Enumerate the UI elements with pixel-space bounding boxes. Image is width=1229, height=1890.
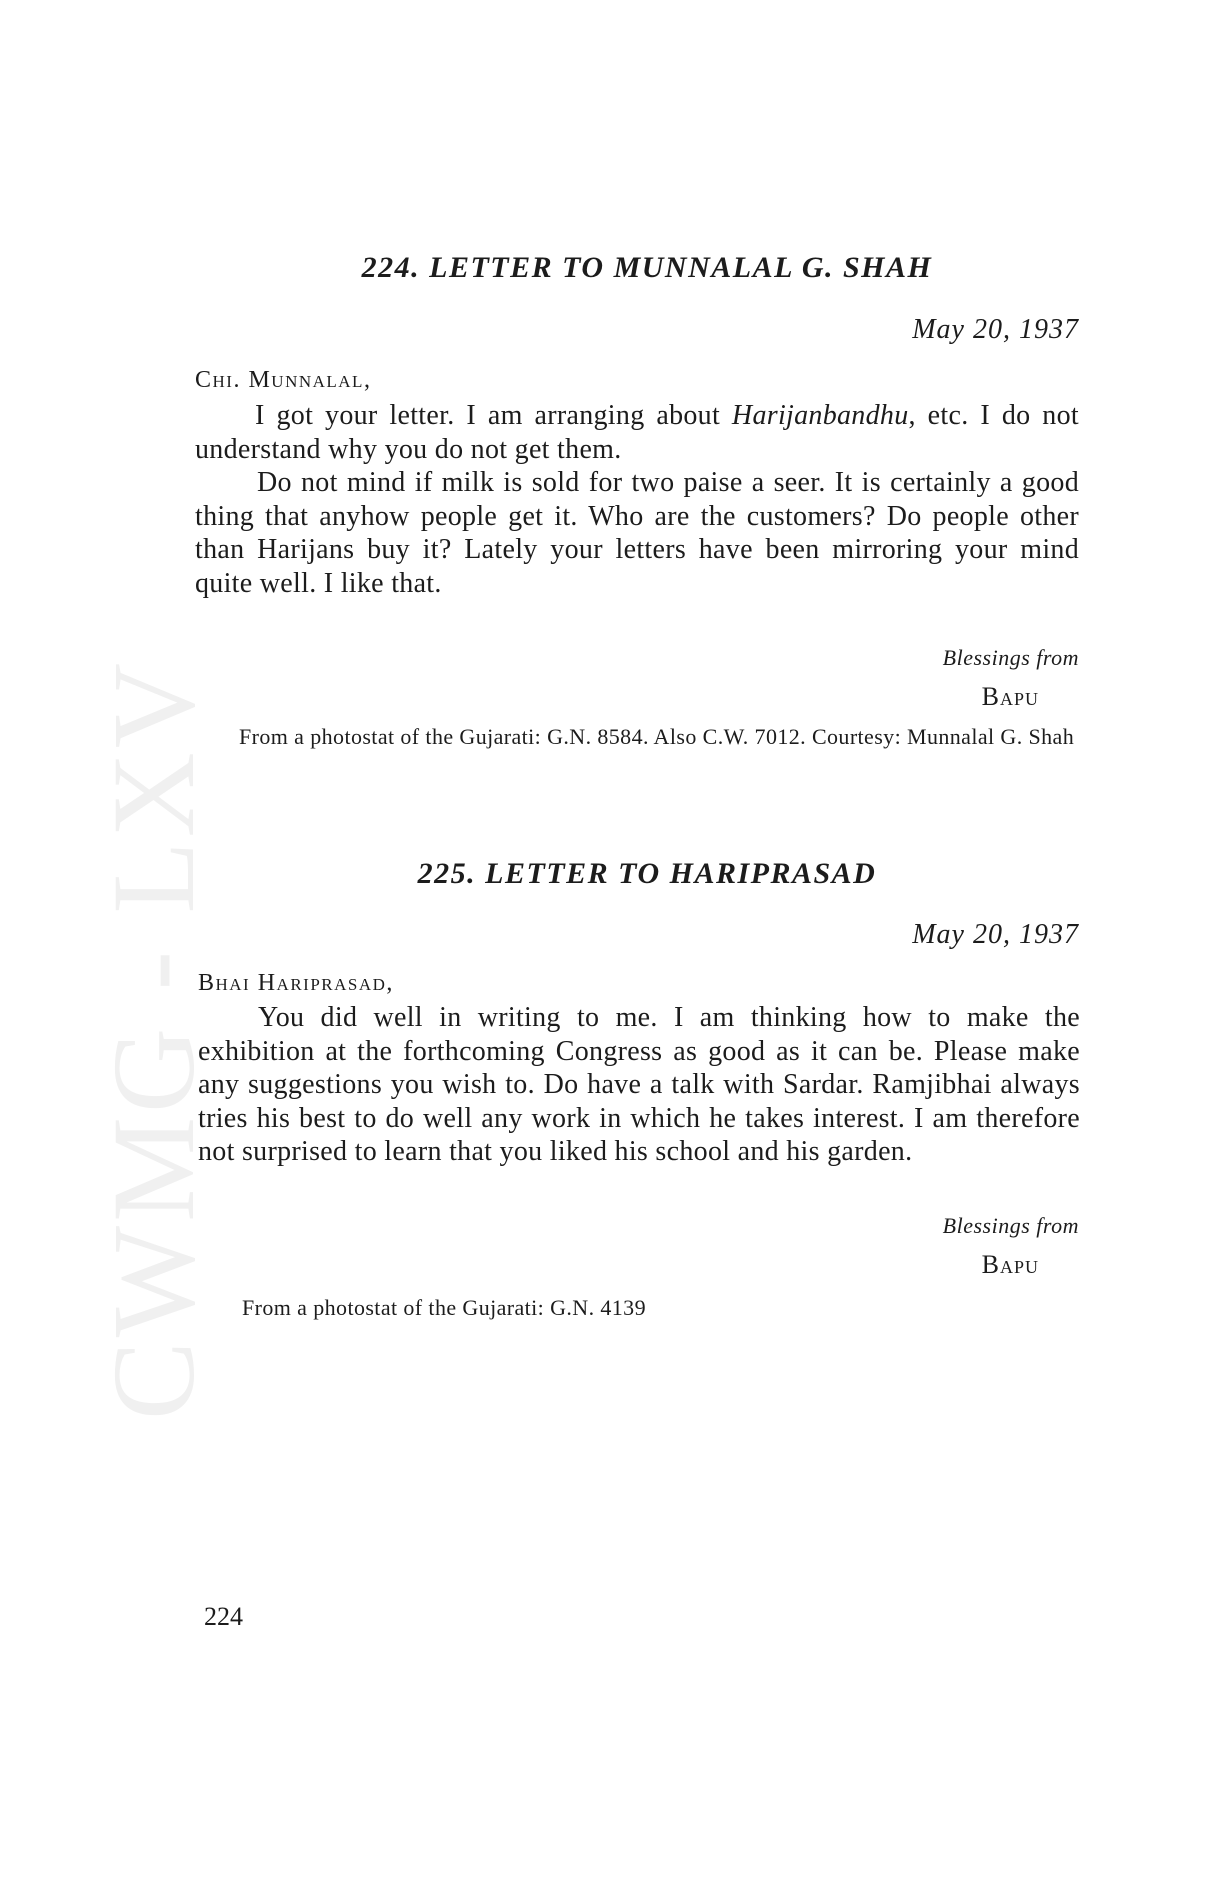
paragraph-text: I got your letter. I am arranging about [255, 400, 732, 431]
watermark: CWMG - LXV [88, 658, 219, 1420]
letter-224-blessings: Blessings from [942, 645, 1079, 670]
publication-title: Harijanbandhu [731, 400, 909, 431]
letter-224-title: 224. LETTER TO MUNNALAL G. SHAH [361, 251, 933, 284]
letter-225-blessings: Blessings from [942, 1213, 1079, 1238]
letter-225-source-note: From a photostat of the Gujarati: G.N. 4139 [242, 1295, 646, 1320]
letter-224-salutation: Chi. Munnalal, [195, 367, 372, 393]
letter-225-date: May 20, 1937 [912, 919, 1079, 950]
letter-224-closing [195, 645, 1079, 713]
paragraph-text: , etc. I do not understand why you do not get them. [195, 400, 1079, 465]
letter-224-paragraph-1 [195, 399, 1079, 466]
letter-225-closing [195, 1213, 1079, 1281]
letter-224-body [195, 399, 1079, 600]
letter-224-source-note: From a photostat of the Gujarati: G.N. 8584. Also C.W. 7012. Courtesy: Munnalal G. Shah [239, 724, 1075, 749]
letter-225-body [198, 1001, 1080, 1169]
letter-224-signature: Bapu [981, 682, 1039, 712]
page-number: 224 [204, 1602, 243, 1631]
letter-224-date: May 20, 1937 [912, 314, 1079, 345]
letter-225-salutation: Bhai Hariprasad, [198, 970, 394, 996]
letter-225-signature: Bapu [981, 1250, 1039, 1280]
letter-224-paragraph-2: Do not mind if milk is sold for two paise a seer. It is certainly a good thing that anyhow people get it. Who are the customers? Do people other than Harijans buy it? Lately your letters have been mirroring your mind quite well. I like that. [195, 467, 1079, 599]
letter-225-paragraph-1: You did well in writing to me. I am thinking how to make the exhibition at the forthcoming Congress as good as it can be. Please make any suggestions you wish to. Do have a talk with Sardar. Ramjibhai always tries his best to do well any work in which he takes interest. I am therefore not surprised to learn that you liked his school and his garden. [198, 1002, 1080, 1167]
letter-225-title: 225. LETTER TO HARIPRASAD [417, 857, 877, 890]
